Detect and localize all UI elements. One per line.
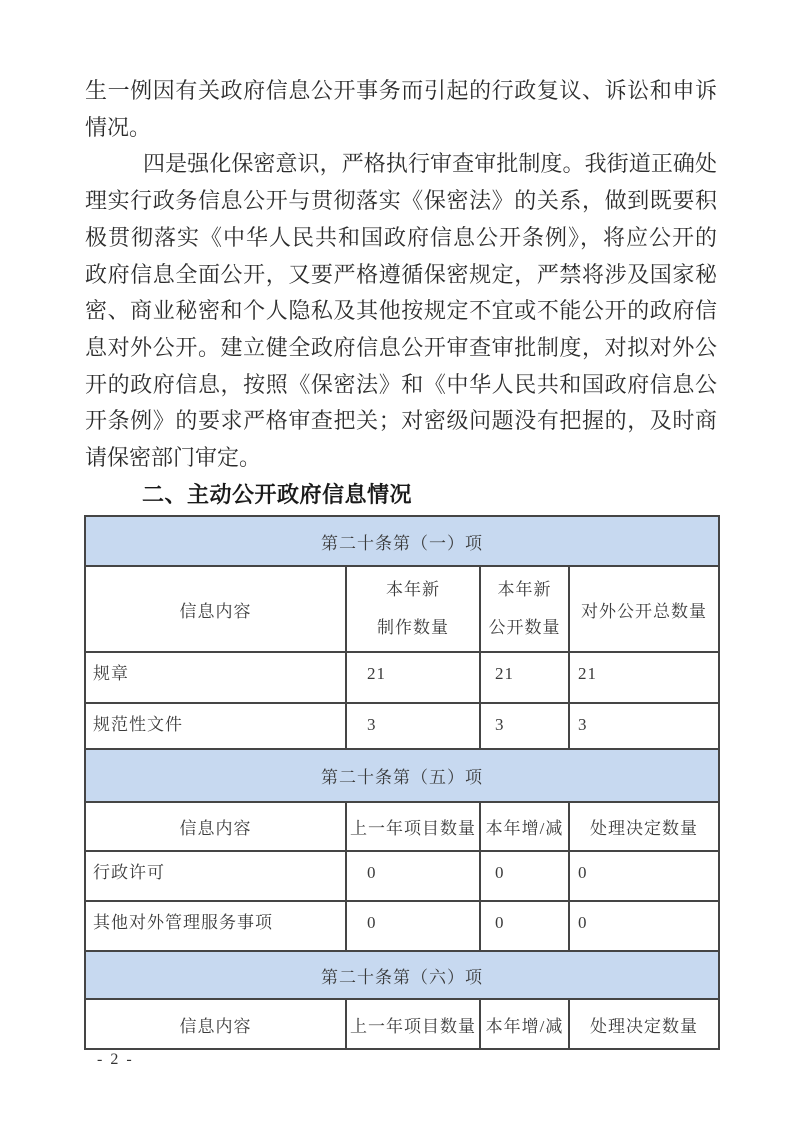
body-line: 开条例》的要求严格审查把关；对密级问题没有把握的，及时商 — [85, 408, 717, 434]
body-line: 四是强化保密意识，严格执行审查审批制度。我街道正确处 — [143, 151, 717, 177]
row-value: 0 — [479, 852, 568, 900]
header-info-content: 信息内容 — [179, 1016, 252, 1036]
header-prev-year-count: 上一年项目数量 — [345, 1000, 479, 1048]
row-value: 3 — [345, 704, 479, 748]
table-header-row — [86, 565, 718, 651]
disclosure-table — [84, 515, 720, 1050]
row-value: 21 — [479, 653, 568, 702]
header-year-change: 本年增/减 — [479, 803, 568, 850]
row-value: 0 — [479, 902, 568, 950]
header-prev-year-count: 上一年项目数量 — [345, 803, 479, 850]
header-info-content: 信息内容 — [179, 601, 252, 621]
row-value: 0 — [568, 902, 718, 950]
table-band-article20-item6 — [86, 950, 718, 998]
header-info-content: 信息内容 — [179, 819, 252, 838]
body-line: 密、商业秘密和个人隐私及其他按规定不宜或不能公开的政府信 — [85, 298, 717, 324]
row-label: 其他对外管理服务事项 — [93, 913, 273, 932]
body-line: 息对外公开。建立健全政府信息公开审查审批制度，对拟对外公 — [85, 334, 717, 360]
body-line: 理实行政务信息公开与贯彻落实《保密法》的关系，做到既要积 — [85, 188, 717, 214]
page-number: - 2 - — [97, 1051, 134, 1068]
row-value: 21 — [345, 653, 479, 702]
header-decision-count: 处理决定数量 — [568, 803, 718, 850]
table-row-regulations — [86, 651, 718, 702]
table-header-row — [86, 998, 718, 1048]
header-new-published: 本年新 公开数量 — [479, 567, 568, 651]
table-row-other-services — [86, 900, 718, 950]
table-row-admin-license — [86, 850, 718, 900]
body-paragraphs — [85, 73, 717, 477]
row-value: 0 — [345, 852, 479, 900]
header-total-public: 对外公开总数量 — [568, 567, 718, 651]
band-label: 第二十条第（六）项 — [321, 967, 483, 987]
row-value: 0 — [345, 902, 479, 950]
body-line: 开的政府信息，按照《保密法》和《中华人民共和国政府信息公 — [85, 371, 717, 397]
row-label: 行政许可 — [93, 863, 165, 882]
row-value: 21 — [568, 653, 718, 702]
table-row-normative-docs — [86, 702, 718, 748]
header-decision-count: 处理决定数量 — [568, 1000, 718, 1048]
table-header-row — [86, 801, 718, 850]
body-line: 情况。 — [85, 114, 152, 140]
section-heading: 二、主动公开政府信息情况 — [142, 482, 413, 507]
body-line: 生一例因有关政府信息公开事务而引起的行政复议、诉讼和申诉 — [85, 78, 717, 103]
body-line: 请保密部门审定。 — [85, 445, 262, 471]
row-value: 3 — [568, 704, 718, 748]
table-band-article20-item5 — [86, 748, 718, 801]
table-band-article20-item1 — [86, 517, 718, 565]
header-year-change: 本年增/减 — [479, 1000, 568, 1048]
band-label: 第二十条第（五）项 — [321, 768, 483, 787]
header-new-produced: 本年新 制作数量 — [345, 567, 479, 651]
body-line: 极贯彻落实《中华人民共和国政府信息公开条例》，将应公开的 — [85, 224, 717, 250]
band-label: 第二十条第（一）项 — [321, 533, 483, 553]
row-label: 规范性文件 — [93, 715, 183, 734]
body-line: 政府信息全面公开，又要严格遵循保密规定，严禁将涉及国家秘 — [85, 261, 717, 287]
row-label: 规章 — [93, 664, 129, 683]
row-value: 0 — [568, 852, 718, 900]
row-value: 3 — [479, 704, 568, 748]
